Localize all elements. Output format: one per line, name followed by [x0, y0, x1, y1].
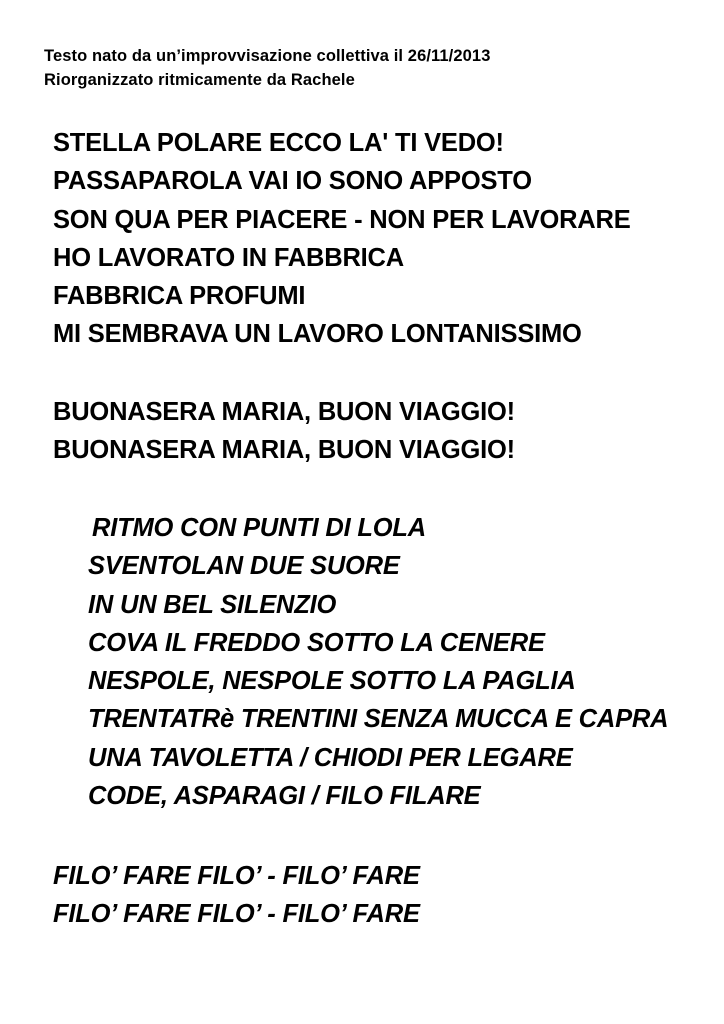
- verse-line: PASSAPAROLA VAI IO SONO APPOSTO: [53, 167, 532, 196]
- verse-line: COVA IL FREDDO SOTTO LA CENERE: [88, 628, 545, 657]
- verse-line: TRENTATRè TRENTINI SENZA MUCCA E CAPRA: [88, 705, 669, 734]
- stanza-2: [53, 393, 515, 470]
- document-header: [44, 44, 490, 92]
- verse-line: UNA TAVOLETTA / CHIODI PER LEGARE: [88, 743, 573, 772]
- stanza-1: [53, 124, 631, 354]
- verse-line: CODE, ASPARAGI / FILO FILARE: [88, 782, 481, 811]
- verse-line: FILO’ FARE FILO’ - FILO’ FARE: [53, 900, 420, 929]
- stanza-4: [53, 857, 420, 934]
- verse-line: RITMO CON PUNTI DI LOLA: [92, 514, 426, 542]
- verse-line: HO LAVORATO IN FABBRICA: [53, 243, 404, 272]
- verse-line: BUONASERA MARIA, BUON VIAGGIO!: [53, 398, 515, 426]
- verse-line: BUONASERA MARIA, BUON VIAGGIO!: [53, 436, 515, 465]
- header-line-author: Riorganizzato ritmicamente da Rachele: [44, 71, 355, 89]
- verse-line: FABBRICA PROFUMI: [53, 282, 306, 311]
- header-line-origin: Testo nato da un’improvvisazione collettiva il 26/11/2013: [44, 47, 491, 65]
- verse-line: MI SEMBRAVA UN LAVORO LONTANISSIMO: [53, 320, 582, 349]
- verse-line: STELLA POLARE ECCO LA' TI VEDO!: [53, 129, 504, 157]
- verse-line: SON QUA PER PIACERE - NON PER LAVORARE: [53, 205, 631, 234]
- verse-line: NESPOLE, NESPOLE SOTTO LA PAGLIA: [88, 667, 576, 696]
- stanza-3: [88, 509, 668, 815]
- verse-line: FILO’ FARE FILO’ - FILO’ FARE: [53, 862, 420, 890]
- verse-line: IN UN BEL SILENZIO: [88, 590, 337, 619]
- verse-line: SVENTOLAN DUE SUORE: [88, 552, 400, 581]
